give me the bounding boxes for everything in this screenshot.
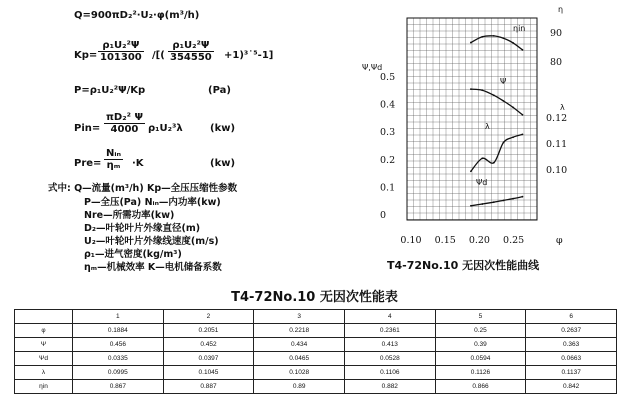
table-header-cell: 4 [344,310,435,324]
table-cell: 0.0663 [526,352,617,366]
right-tick-label-lambda: 0.12 [546,113,568,124]
series-point [522,49,524,51]
formula-pin-denominator: 4000 [104,123,145,135]
formula-pre-denominator: ηₘ [104,159,123,171]
series-point [503,142,505,144]
performance-table [14,309,617,394]
formula-pre-fraction [104,148,123,171]
series-point [493,94,495,96]
series-point [503,100,505,102]
formula-kp-denominator-1: 101300 [100,52,142,63]
table-header-cell: 2 [163,310,254,324]
series-point [522,133,524,135]
table-row-label: λ [15,366,73,380]
series-point [522,114,524,116]
formula-pin-unit: (kw) [210,123,236,134]
x-tick-label: 0.10 [400,235,422,246]
legend-line-3: Nre—所需功率(kw) [84,210,175,221]
series-label: λ [485,122,490,131]
chart-grid [407,18,537,220]
table-cell: 0.89 [254,380,345,394]
table-row [15,338,617,352]
x-tick-label: 0.15 [434,235,456,246]
formula-kp-numerator-1: ρ₁U₂²Ψ [102,40,140,51]
table-cell: 0.2361 [344,324,435,338]
table-row-label: φ [15,324,73,338]
table-row [15,366,617,380]
series-point [512,42,514,44]
series-point [503,200,505,202]
table-cell: 0.452 [163,338,254,352]
table-cell: 0.866 [435,380,526,394]
table-cell: 0.0465 [254,352,345,366]
series-point [522,196,524,198]
table-cell: 0.1126 [435,366,526,380]
table-cell: 0.0528 [344,352,435,366]
table-cell: 0.2218 [254,324,345,338]
formula-pre-numerator: Nᵢₙ [106,148,122,159]
performance-chart [360,0,575,255]
left-axis-label: Ψ,Ψd [362,63,383,72]
left-tick-label: 0.2 [380,154,396,166]
formula-kp-numerator-2: ρ₁U₂²Ψ [172,40,210,51]
table-cell: 0.0594 [435,352,526,366]
series-point [512,198,514,200]
formula-pin-tail: ρ₁U₂³λ [148,123,183,134]
table-cell: 0.25 [435,324,526,338]
right-tick-label-lambda: 0.10 [546,165,568,176]
table-header-row [15,310,617,324]
table-cell: 0.2051 [163,324,254,338]
table-cell: 0.887 [163,380,254,394]
table-cell: 0.2637 [526,324,617,338]
table-cell: 0.842 [526,380,617,394]
table-cell: 0.1137 [526,366,617,380]
legend-line-6: ρ₁—进气密度(kg/m³) [84,249,182,260]
table-row [15,380,617,394]
left-tick-label: 0.3 [380,127,396,139]
right-tick-label-lambda: 0.11 [546,139,568,150]
table-cell: 0.1106 [344,366,435,380]
table-cell: 0.1884 [73,324,164,338]
table-header-cell: 5 [435,310,526,324]
series-point [470,170,472,172]
table-cell: 0.0335 [73,352,164,366]
formula-pin-prefix: Pin= [74,123,101,134]
right-axis-label-lambda: λ [560,103,565,112]
table-cell: 0.434 [254,338,345,352]
table-header-cell: 6 [526,310,617,324]
x-axis-label: φ [556,235,563,246]
table-body [15,324,617,394]
formula-kp-prefix: Kp= [74,50,98,61]
chart-labels [362,5,567,246]
table-row-label: ηin [15,380,73,394]
legend-line-1: 式中: Q—流量(m³/h) Kp—全压压缩性参数 [48,183,238,194]
table-cell: 0.882 [344,380,435,394]
formula-flow: Q=900πD₂²·U₂·φ(m³/h) [74,10,200,21]
table-cell: 0.413 [344,338,435,352]
formula-pin-fraction [104,112,145,135]
formula-kp-fraction-2 [168,40,214,63]
series-point [493,162,495,164]
table-row [15,324,617,338]
formula-pin-numerator: πD₂² Ψ [106,112,143,123]
series-label: Ψd [476,178,488,187]
formula-kp-mid: /[( [152,50,165,61]
formula-pre-unit: (kw) [210,158,236,169]
table-cell: 0.1028 [254,366,345,380]
x-tick-label: 0.25 [503,235,525,246]
formula-pre-tail: ·K [132,158,144,169]
table-cell: 0.0995 [73,366,164,380]
series-point [470,205,472,207]
series-label: ηin [513,24,526,33]
series-point [512,106,514,108]
legend-line-5: U₂—叶轮叶片外缘线速度(m/s) [84,236,219,247]
table-row-label: Ψd [15,352,73,366]
formula-kp-tail: +1)³˙⁵-1] [224,50,274,61]
table-cell: 0.39 [435,338,526,352]
formula-kp-fraction-1 [98,40,144,63]
x-tick-label: 0.20 [468,235,490,246]
table-cell: 0.456 [73,338,164,352]
series-label: Ψ [500,77,507,86]
legend-line-7: ηₘ—机械效率 K—电机储备系数 [84,262,222,273]
table-cell: 0.1045 [163,366,254,380]
left-tick-label: 0.4 [380,99,396,111]
table-header-cell: 1 [73,310,164,324]
table-header-corner [15,310,73,324]
table-header-cell: 3 [254,310,345,324]
table-row [15,352,617,366]
series-point [503,37,505,39]
series-point [470,42,472,44]
table-cell: 0.0397 [163,352,254,366]
series-point [481,157,483,159]
table-row-label: Ψ [15,338,73,352]
series-point [493,201,495,203]
series-point [493,35,495,37]
right-tick-label-eta: 80 [550,57,563,68]
left-tick-label: 0.5 [380,72,396,83]
chart-caption: T4-72No.10 无因次性能曲线 [387,259,540,272]
legend-line-4: D₂—叶轮叶片外缘直径(m) [84,223,201,234]
formula-pre-prefix: Pre= [74,158,102,169]
right-axis-label-eta: η [558,5,564,14]
formula-pressure: P=ρ₁U₂²Ψ/Kp [74,85,146,96]
table-title: T4-72No.10 无因次性能表 [231,290,398,305]
series-point [470,88,472,90]
left-tick-label: 0 [380,210,387,221]
series-point [512,136,514,138]
left-tick-label: 0.1 [380,182,396,194]
legend-line-2: P—全压(Pa) Nᵢₙ—内功率(kw) [84,197,221,208]
table-cell: 0.867 [73,380,164,394]
right-tick-label-eta: 90 [550,28,563,39]
table-cell: 0.363 [526,338,617,352]
formula-kp-denominator-2: 354550 [170,52,212,63]
formula-pressure-unit: (Pa) [208,85,231,96]
series-point [481,89,483,91]
series-point [481,36,483,38]
series-point [481,203,483,205]
